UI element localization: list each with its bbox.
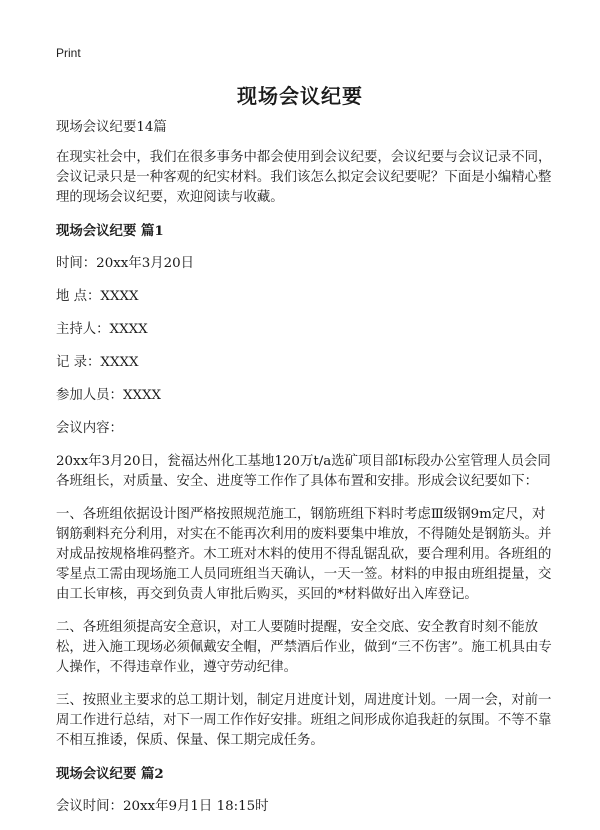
section-heading-2: 现场会议纪要 篇2 [56, 766, 164, 782]
section1-paragraph-3: 二、各班组须提高安全意识，对工人要随时提醒，安全交底、安全教育时刻不能放松，进入施工现场必须佩戴安全帽，严禁酒后作业，做到“三不伤害”。施工机具由专人操作，不得违章作业，遵守劳动纪律。 [56, 620, 552, 675]
document-body [56, 118, 556, 830]
section1-paragraph-4: 三、按照业主要求的总工期计划，制定月进度计划，周进度计划。一周一会，对前一周工作进行总结，对下一周工作作好安排。班组之间形成你追我赶的氛围。不等不靠不相互推诿，保质、保量、保工期完成任务。 [56, 693, 552, 748]
print-label: Print [56, 46, 81, 60]
section-heading-1: 现场会议纪要 篇1 [56, 223, 164, 239]
section1-paragraph-2: 一、各班组依据设计图严格按照规范施工，钢筋班组下料时考虑Ⅲ级钢9m定尺，对钢筋剩料充分利用，对实在不能再次利用的废料要集中堆放，不得随处是钢筋头。并对成品按规格堆码整齐。木工班对木料的使用不得乱锯乱砍，要合理利用。各班组的零星点工需由现场施工人员同班组当天确认，一天一签。材料的申报由班组提量，交由工长审核，再交到负责人审批后购买，买回的*材料做好出入库登记。 [56, 507, 552, 602]
meeting-host: 主持人：XXXX [56, 322, 148, 337]
meeting-place: 地 点：XXXX [56, 289, 139, 304]
meeting-time: 时间：20xx年3月20日 [56, 256, 195, 271]
document-subtitle: 现场会议纪要14篇 [56, 120, 167, 135]
intro-paragraph: 在现实社会中，我们在很多事务中都会使用到会议纪要，会议纪要与会议记录不同，会议记录只是一种客观的纪实材料。我们该怎么拟定会议纪要呢？下面是小编精心整理的现场会议纪要，欢迎阅读与收藏。 [56, 150, 552, 205]
meeting-recorder: 记 录：XXXX [56, 355, 139, 370]
section2-meeting-time: 会议时间：20xx年9月1日 18:15时 [56, 799, 269, 814]
page-title: 现场会议纪要 [237, 84, 363, 108]
section1-paragraph-1: 20xx年3月20日，瓮福达州化工基地120万t/a选矿项目部Ⅰ标段办公室管理人员会同各班组长，对质量、安全、进度等工作作了具体布置和安排。形成会议纪要如下： [56, 454, 551, 489]
meeting-attendees: 参加人员：XXXX [56, 388, 162, 403]
meeting-content-label: 会议内容： [56, 421, 123, 436]
